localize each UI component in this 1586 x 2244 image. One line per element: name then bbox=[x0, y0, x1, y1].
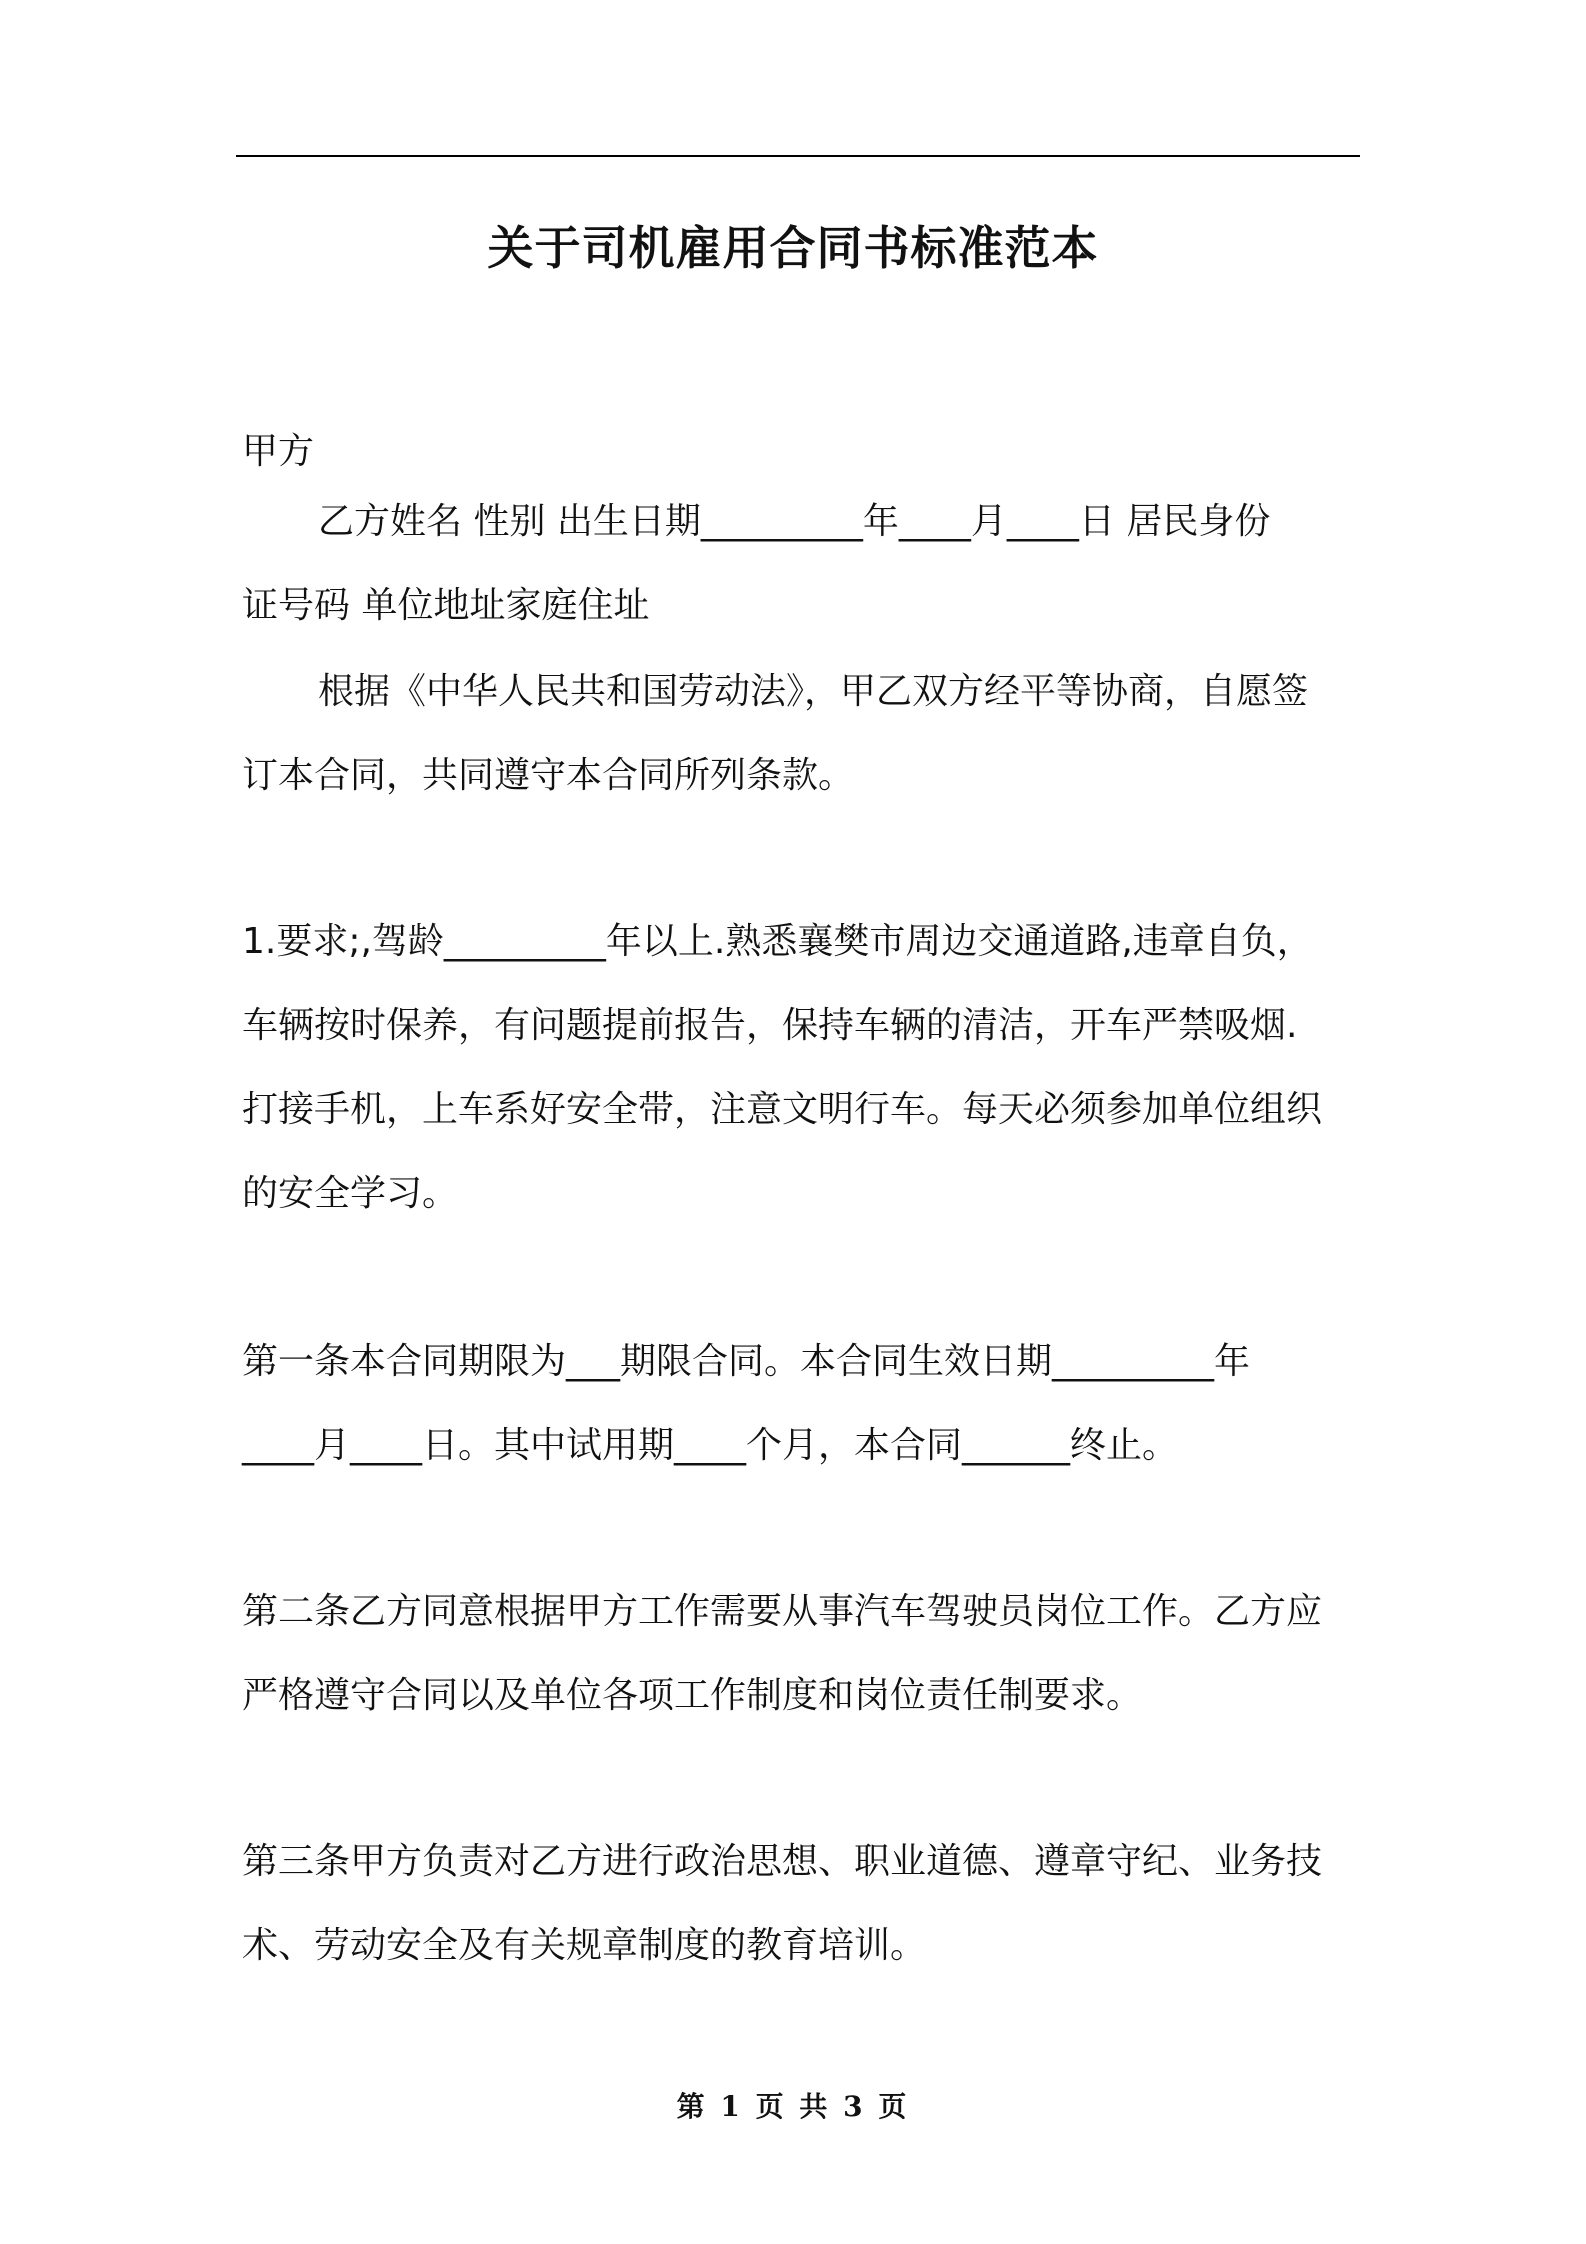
requirements-line-3: 打接手机，上车系好安全带，注意文明行车。每天必须参加单位组织 bbox=[242, 1089, 1323, 1130]
party-b-line-1: 乙方姓名 性别 出生日期_________年____月____日 居民身份 bbox=[318, 501, 1271, 542]
article-1-line-2: ____月____日。其中试用期____个月，本合同______终止。 bbox=[242, 1425, 1179, 1466]
page-indicator: 第 1 页 共 3 页 bbox=[676, 2090, 910, 2123]
basis-line-1: 根据《中华人民共和国劳动法》，甲乙双方经平等协商，自愿签 bbox=[318, 671, 1309, 712]
header-rule bbox=[236, 155, 1360, 157]
requirements-line-1: 1.要求;,驾龄_________年以上.熟悉襄樊市周边交通道路,违章自负， bbox=[242, 921, 1313, 962]
party-a-label: 甲方 bbox=[242, 431, 315, 472]
article-3-line-1: 第三条甲方负责对乙方进行政治思想、职业道德、遵章守纪、业务技 bbox=[242, 1841, 1323, 1882]
article-3-line-2: 术、劳动安全及有关规章制度的教育培训。 bbox=[242, 1925, 927, 1966]
party-b-line-2: 证号码 单位地址家庭住址 bbox=[242, 585, 650, 626]
document-title: 关于司机雇用合同书标准范本 bbox=[487, 221, 1099, 275]
article-2-line-2: 严格遵守合同以及单位各项工作制度和岗位责任制要求。 bbox=[242, 1675, 1143, 1716]
article-3-paragraph bbox=[242, 1820, 1360, 1988]
basis-line-2: 订本合同，共同遵守本合同所列条款。 bbox=[242, 755, 855, 796]
article-2-line-1: 第二条乙方同意根据甲方工作需要从事汽车驾驶员岗位工作。乙方应 bbox=[242, 1591, 1323, 1632]
article-1-paragraph bbox=[242, 1320, 1360, 1488]
requirements-line-4: 的安全学习。 bbox=[242, 1173, 459, 1214]
article-1-line-1: 第一条本合同期限为___期限合同。本合同生效日期_________年 bbox=[242, 1341, 1251, 1382]
party-b-paragraph bbox=[242, 480, 1360, 648]
basis-paragraph bbox=[242, 650, 1360, 818]
requirements-paragraph bbox=[242, 900, 1360, 1236]
article-2-paragraph bbox=[242, 1570, 1360, 1738]
requirements-line-2: 车辆按时保养，有问题提前报告，保持车辆的清洁，开车严禁吸烟. bbox=[242, 1005, 1298, 1046]
